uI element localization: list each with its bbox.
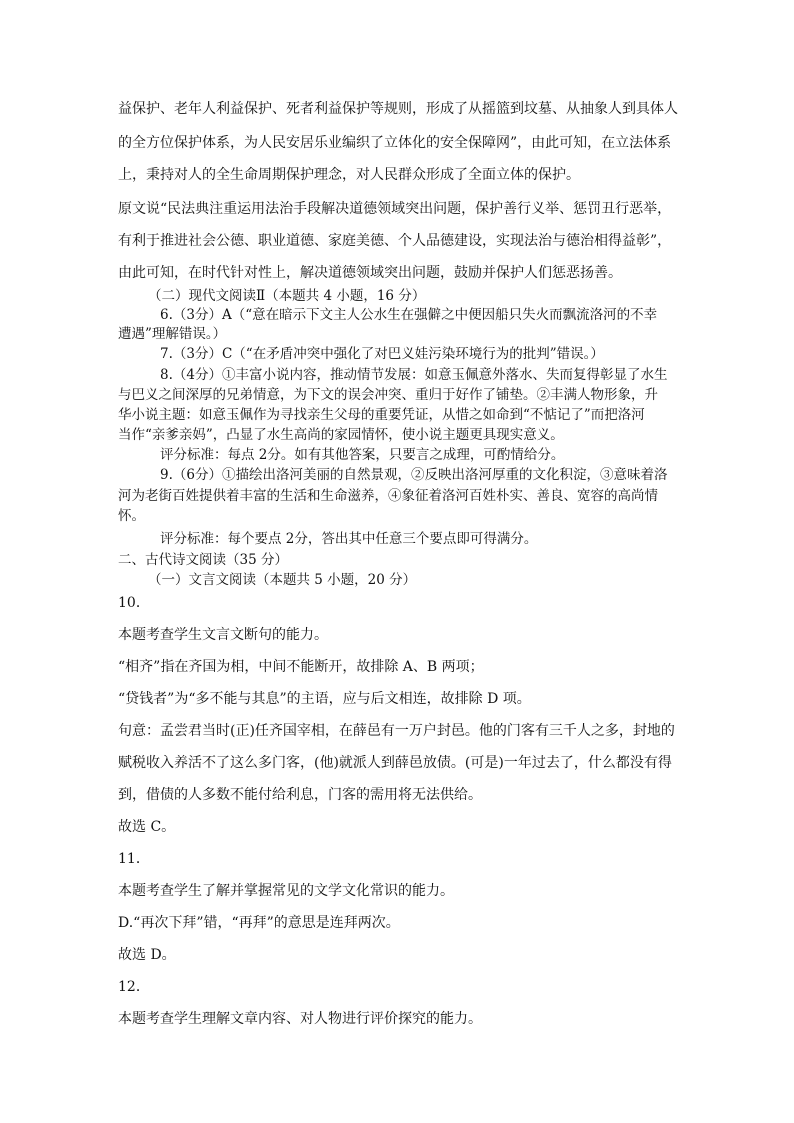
paragraph-line: 赋税收入养活不了这么多门客，(他)就派人到薛邑放债。(可是)一年过去了，什么都没有得 (118, 755, 672, 771)
answer-line: 与巴义之间深厚的兄弟情意，为下文的误会冲突、重归于好作了铺垫。②丰满人物形象，升 (118, 387, 658, 403)
scoring-note: 评分标准：每点 2分。如有其他答案，只要言之成理，可酌情给分。 (160, 447, 565, 463)
answer-choice: 故选 D。 (118, 947, 176, 963)
answer-line: 遭遇”理解错误。） (118, 326, 227, 342)
section-heading: （二）现代文阅读Ⅱ（本题共 4 小题，16 分） (148, 288, 426, 304)
answer-line: 9.（6分）①描绘出洛河美丽的自然景观，②反映出洛河厚重的文化积淀，③意味着洛 (160, 467, 668, 483)
paragraph-line: 句意：孟尝君当时(正)任齐国宰相，在薛邑有一万户封邑。他的门客有三千人之多，封地的 (118, 723, 675, 739)
paragraph-line: 本题考查学生理解文章内容、对人物进行评价探究的能力。 (118, 1011, 482, 1027)
answer-line: 华小说主题：如意玉佩作为寻找亲生父母的重要凭证，从惜之如命到“不惦记了”而把洛河 (118, 407, 645, 423)
paragraph-line: 由此可知，在时代针对性上，解决道德领域突出问题，鼓励并保护人们惩恶扬善。 (118, 265, 622, 281)
answer-line: 当作“亲爹亲妈”，凸显了水生高尚的家园情怀，使小说主题更具现实意义。 (118, 427, 564, 443)
paragraph-line: “相齐”指在齐国为相，中间不能断开，故排除 A、B 两项； (118, 659, 484, 675)
paragraph-line: 本题考查学生文言文断句的能力。 (118, 627, 328, 643)
paragraph-line: 益保护、老年人利益保护、死者利益保护等规则，形成了从摇篮到坟墓、从抽象人到具体人 (118, 101, 678, 117)
paragraph-line: 到，借债的人多数不能付给利息，门客的需用将无法供给。 (118, 787, 482, 803)
question-number: 10． (118, 595, 150, 611)
section-heading: 二、古代诗文阅读（35 分） (118, 552, 288, 568)
question-number: 11． (118, 851, 150, 867)
paragraph-line: 的全方位保护体系，为人民安居乐业编织了立体化的安全保障网”，由此可知，在立法体系 (118, 135, 672, 151)
paragraph-line: 上，秉持对人的全生命周期保护理念，对人民群众形成了全面立体的保护。 (118, 167, 580, 183)
answer-choice: 故选 C。 (118, 819, 176, 835)
answer-line: 河为老街百姓提供着丰富的生活和生命滋养，④象征着洛河百姓朴实、善良、宽容的高尚情 (118, 488, 658, 504)
answer-line: 怀。 (118, 508, 145, 524)
answer-line: 6.（3分）A（“意在暗示下文主人公水生在强僻之中便因船只失火而飘流洛河的不幸 (160, 307, 658, 323)
section-heading: （一）文言文阅读（本题共 5 小题，20 分） (148, 572, 417, 588)
question-number: 12． (118, 979, 150, 995)
answer-line: 8.（4分）①丰富小说内容，推动情节发展：如意玉佩意外落水、失而复得彰显了水生 (160, 367, 668, 383)
paragraph-line: D.“再次下拜”错，“再拜”的意思是连拜两次。 (118, 915, 400, 931)
paragraph-line: 有利于推进社会公德、职业道德、家庭美德、个人品德建设，实现法治与德治相得益彰”， (118, 233, 672, 249)
answer-line: 7.（3分）C（“在矛盾冲突中强化了对巴义娃污染环境行为的批判”错误。） (160, 346, 604, 362)
paragraph-line: “贷钱者”为“多不能与其息”的主语，应与后文相连，故排除 D 项。 (118, 691, 531, 707)
paragraph-line: 本题考查学生了解并掌握常见的文学文化常识的能力。 (118, 883, 454, 899)
paragraph-line: 原文说“民法典注重运用法治手段解决道德领域突出问题，保护善行义举、惩罚丑行恶举， (118, 201, 672, 217)
scoring-note: 评分标准：每个要点 2分，答出其中任意三个要点即可得满分。 (160, 531, 538, 547)
